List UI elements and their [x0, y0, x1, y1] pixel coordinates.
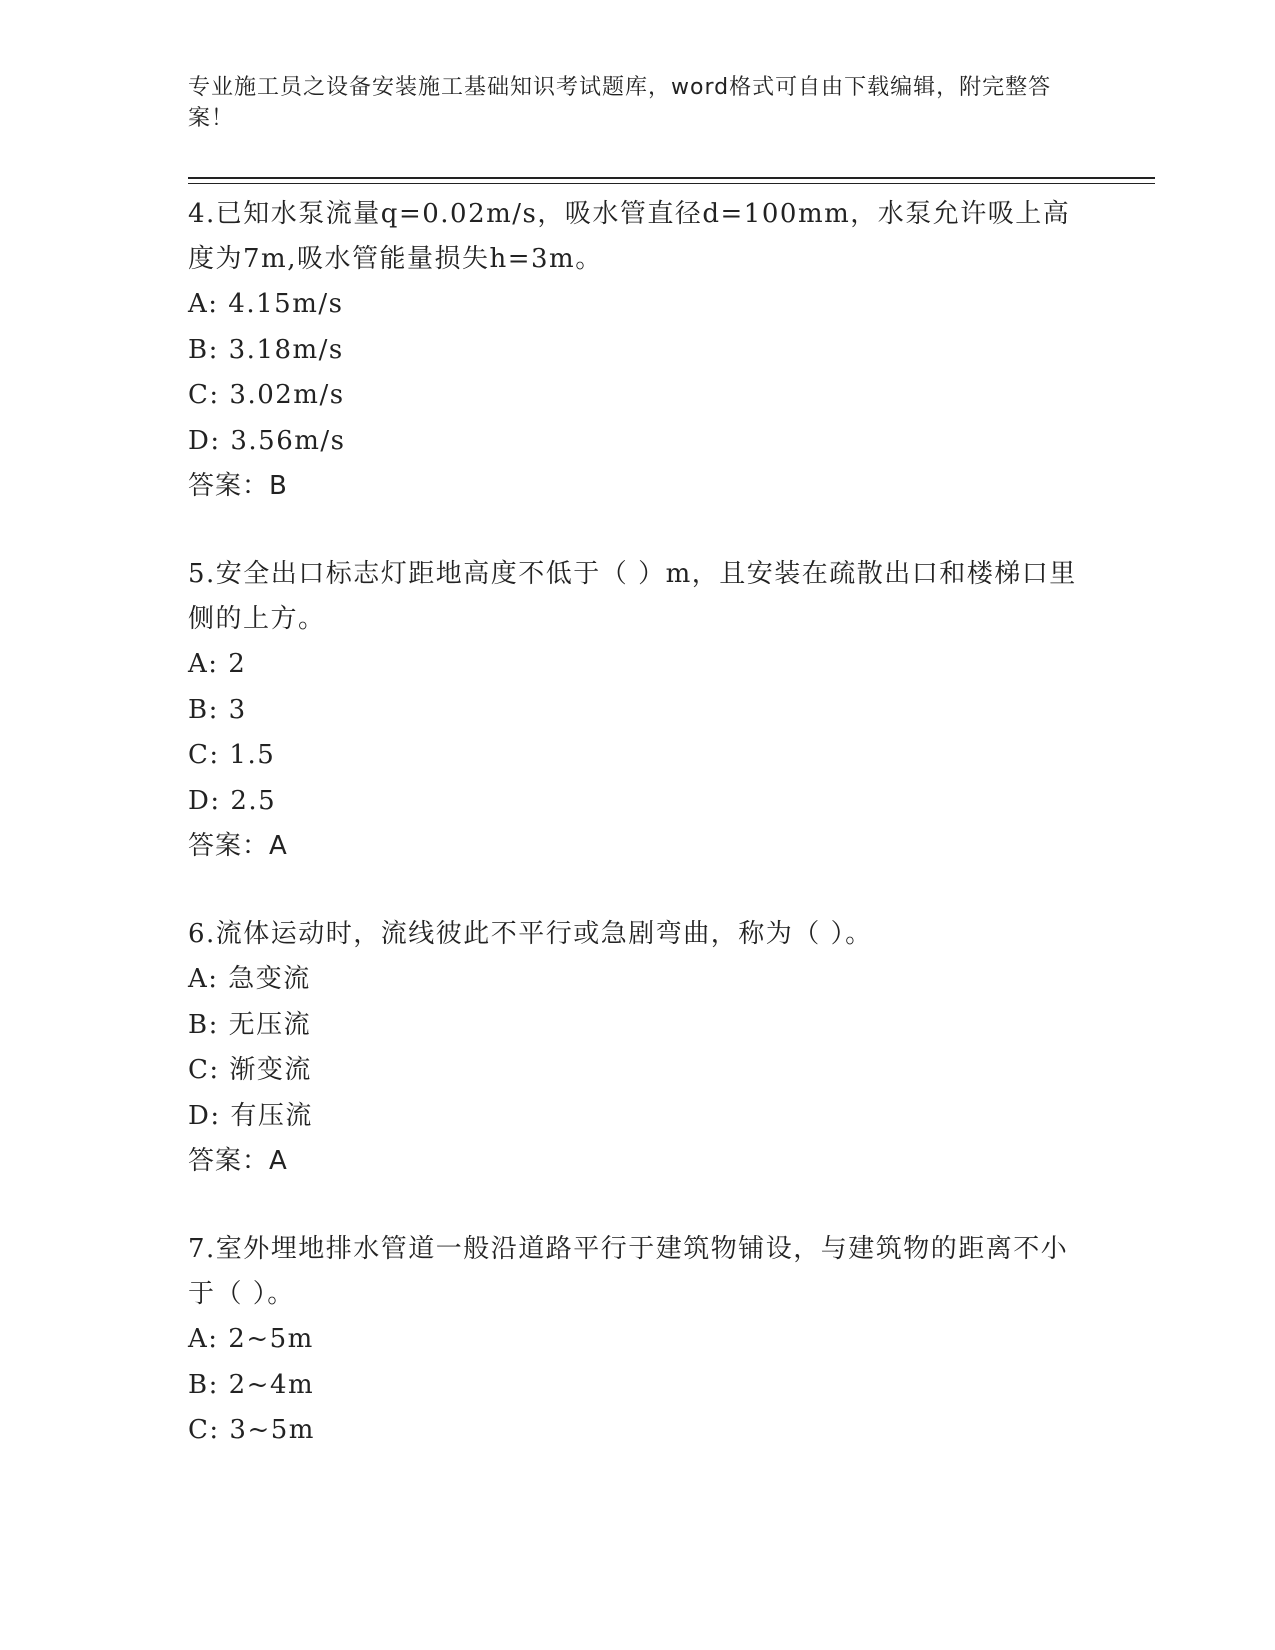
- answer-line: 答案：A: [188, 831, 288, 861]
- option-d: D: 有压流: [188, 1100, 313, 1131]
- option-a: A: 急变流: [188, 964, 311, 994]
- question-4: [188, 192, 1088, 508]
- option-c: C: 3.02m/s: [188, 380, 345, 410]
- option-c: C: 渐变流: [188, 1055, 312, 1085]
- question-list: [188, 192, 1088, 1498]
- header-title: 专业施工员之设备安装施工基础知识考试题库，word格式可自由下载编辑，附完整答案！: [188, 75, 1052, 131]
- option-b: B: 无压流: [188, 1009, 312, 1040]
- option-b: B: 3.18m/s: [188, 334, 344, 365]
- option-b: B: 2~4m: [188, 1369, 315, 1400]
- option-d: D: 2.5: [188, 785, 277, 816]
- question-7: [188, 1227, 1088, 1454]
- header-divider-thick: [188, 177, 1155, 179]
- option-d: D: 3.56m/s: [188, 425, 346, 456]
- question-stem: 4.已知水泵流量q=0.02m/s，吸水管直径d=100mm，水泵允许吸上高度为7m,吸水管能量损失h=3m。: [188, 199, 1071, 274]
- question-stem: 7.室外埋地排水管道一般沿道路平行于建筑物铺设，与建筑物的距离不小于（ ）。: [188, 1234, 1069, 1309]
- header-divider-thin: [188, 183, 1155, 184]
- option-b: B: 3: [188, 694, 247, 725]
- question-stem: 5.安全出口标志灯距地高度不低于（ ）m，且安装在疏散出口和楼梯口里侧的上方。: [188, 559, 1077, 634]
- option-a: A: 2~5m: [188, 1324, 314, 1354]
- option-c: C: 3~5m: [188, 1415, 315, 1445]
- answer-line: 答案：B: [188, 471, 288, 501]
- question-stem: 6.流体运动时，流线彼此不平行或急剧弯曲，称为（ ）。: [188, 919, 873, 949]
- question-5: [188, 552, 1088, 868]
- option-a: A: 2: [188, 649, 247, 679]
- option-c: C: 1.5: [188, 740, 276, 770]
- document-header: [188, 72, 1088, 134]
- option-a: A: 4.15m/s: [188, 289, 344, 319]
- question-6: [188, 912, 1088, 1183]
- answer-line: 答案：A: [188, 1146, 288, 1176]
